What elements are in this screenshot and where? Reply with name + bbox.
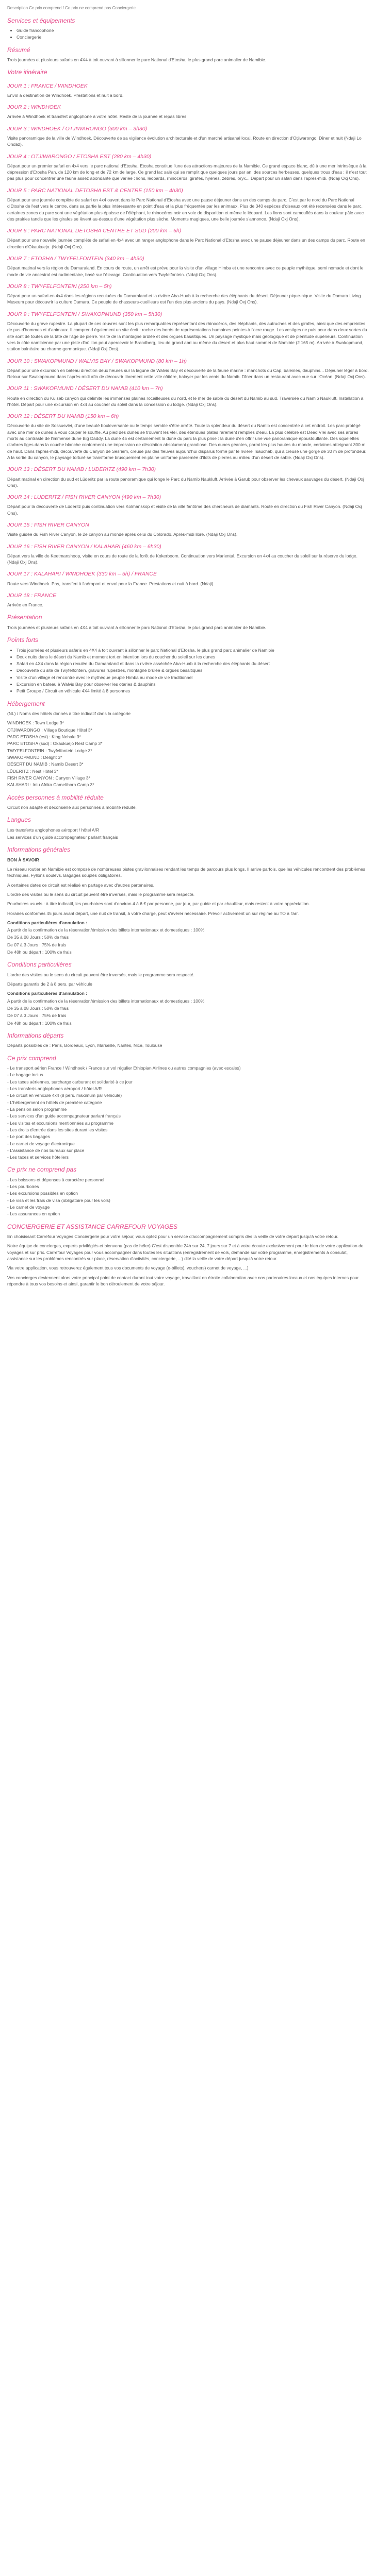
- hebergement-item: DÉSERT DU NAMIB : Namib Desert 3*: [7, 761, 84, 767]
- day-text: Route vers Windhoek. Pas, transfert à l'aéroport et envol pour la France. Prestations et nuit à bord. (Ndaji).: [7, 581, 215, 586]
- services-item: • Guide francophone: [17, 27, 369, 33]
- day-title: JOUR 4 : OTJIWARONGO / ETOSHA EST (280 km – 4h30): [7, 153, 152, 160]
- hebergement-intro: (NL) / Noms des hôtels donnés à titre indicatif dans la catégorie: [7, 711, 131, 717]
- day-title: JOUR 17 : KALAHARI / WINDHOEK (330 km – 5h) / FRANCE: [7, 571, 157, 578]
- ce-prix-ne-comprend-pas-list: [7, 1177, 369, 1217]
- day-title: JOUR 9 : TWYFELFONTEIN / SWAKOPMUND (350 km – 5h30): [7, 311, 162, 317]
- infos-generales-conditions-title: Conditions particulières d'annulation :: [7, 920, 88, 925]
- services-list: [7, 27, 369, 41]
- day-text: Envol à destination de Windhoek. Prestations et nuit à bord.: [7, 92, 124, 98]
- day-title: JOUR 18 : FRANCE: [7, 592, 57, 599]
- presentation-title: Présentation: [7, 614, 42, 621]
- ce-prix-comprend-item: - Le carnet de voyage électronique: [7, 1141, 75, 1146]
- itinerary-title: Votre itinéraire: [7, 69, 47, 76]
- day-text: Arrivée en France.: [7, 602, 43, 608]
- day-text: Départ pour une excursion en bateau direction deux heures sur la lagune de Walvis Bay et découverte de la faune marine : manchots du Cap, baleines, dauphins... Déjeuner léger à bord. Retour sur Swakopmund dans l'après-midi afin de découvrir librement cette ville côtière, balayer par les vents du Namib. Dîner dans un restaurant avec vue sur l'Océan. (Ndaji Oxj Ons).: [7, 367, 369, 380]
- langues-line: Les transferts anglophones aéroport / hôtel A/R: [7, 827, 100, 833]
- hebergement-item: LÜDERITZ : Nest Hôtel 3*: [7, 768, 58, 774]
- infos-generales-condition: A partir de la confirmation de la réservation/émission des billets internationaux et domestiques : 100%: [7, 927, 205, 933]
- hebergement-item: TWYFELFONTEIN : Twyfelfontein Lodge 3*: [7, 748, 92, 753]
- day-title: JOUR 13 : DÉSERT DU NAMIB / LUDERITZ (490 km – 7h30): [7, 466, 156, 473]
- infos-generales-condition: De 07 à 3 Jours : 75% de frais: [7, 942, 67, 947]
- presentation-text: Trois journées et plusieurs safaris en 4X4 à toit ouvrant à sillonner le parc National d'Etosha, le plus grand parc animalier de Namibie.: [7, 624, 267, 630]
- day-text: Départ pour la découverte de Lüderitz puis continuation vers Kolmanskop et visite de la ville fantôme des chercheurs de diamants. Route en direction du Fish River Canyon. (Ndaji Oxj Ons).: [7, 504, 362, 516]
- day-text: Découverte du grave rupestre. La plupart de ces œuvres sont les plus remarquables représentant des rhinocéros, des éléphants, des autruches et des girafes, ainsi que des empreintes de pas d'hommes et d'animaux. Il comprend également un site écrit : roche des bords de représentations humaines peintes à l'ocre rouge. Les vestiges ne puis pour dans deux sortes du site sont dé toutes de la tâte de l'âge de pierre. Visite de la montagne brûlée et des orgues basaltiques. Un paysage mystique mais géologique et de plénitude supérieurs. Continuation vers la côte namibienne par une piste d'où l'on peut apercevoir le Brandberg, lieu de grand abri au même du désert et plus haut sommet de Namibie (2 165 m). Arrivée à Swakopmund, station balnéaire au charme germanique. (Ndaji Oxj Ons).: [7, 320, 367, 352]
- ce-prix-ne-comprend-pas-title: Ce prix ne comprend pas: [7, 1166, 77, 1174]
- infos-generales-paragraph: Horaires conformés 45 jours avant départ, une nuit de transit, à votre charge, peut s'avérer nécessaire. Prévoir activement un sur régime au TO à l'arr.: [7, 910, 299, 916]
- day-text: Départ pour un safari en 4x4 dans les régions reculuées du Damaraland et la rivière Aba-Huab à la recherche des éléphants du désert. Déjeuner pique-nique. Visite du Damara Living Museum pour découvrir la culture Damara. Ce peuple de chasseurs-cueilleurs est l'un des plus anciens du pays. (Ndaji Oxj Ons).: [7, 293, 361, 305]
- day-title: JOUR 15 : FISH RIVER CANYON: [7, 522, 89, 529]
- infos-generales-paragraph: Le réseau routier en Namibie est composé de nombreuses pistes gravilonnaises rendant les temps de parcours plus longs. Il arrive parfois, que les véhicules rencontrent des problèmes techniques. Fyllons soulevs. Bagages souplés obligatoires.: [7, 866, 366, 878]
- acces-text: Circuit non adapté et déconseillé aux personnes à mobilité réduite.: [7, 804, 137, 810]
- day-title: JOUR 6 : PARC NATIONAL DETOSHA CENTRE ET SUD (200 km – 6h): [7, 228, 182, 234]
- infos-departs-text: Départs possibles de : Paris, Bordeaux, Lyon, Marseille, Nantes, Nice, Toulouse: [7, 1043, 162, 1048]
- infos-generales-condition: De 48h ou départ : 100% de frais: [7, 950, 72, 955]
- hebergement-item: PARC ETOSHA (est) : King Nehale 3*: [7, 734, 81, 740]
- day-title: JOUR 3 : WINDHOEK / OTJIWARONGO (300 km – 3h30): [7, 125, 148, 132]
- day-title: JOUR 5 : PARC NATIONAL DETOSHA EST & CENTRE (150 km – 4h30): [7, 187, 183, 194]
- infos-generales-title: Informations générales: [7, 846, 71, 854]
- resume-text: Trois journées et plusieurs safaris en 4X4 à toit ouvrant à sillonner le parc National d'Etosha, le plus grand parc animalier de Namibie.: [7, 57, 267, 62]
- day-title: JOUR 7 : ETOSHA / TWYFELFONTEIN (340 km – 4h30): [7, 256, 144, 262]
- services-item: • Conciergerie: [17, 34, 369, 40]
- hebergement-item: KALAHARI : Intu Afrika Camelthorn Camp 3*: [7, 782, 94, 788]
- infos-generales-paragraph: L'ordre des visites ou le sens du circuit peuvent être inversés, mais le programme sera respecté.: [7, 891, 195, 897]
- hebergement-item: SWAKOPMUND : Delight 3*: [7, 755, 62, 760]
- day-title: JOUR 10 : SWAKOPMUND / WALVIS BAY / SWAKOPMUND (80 km – 1h): [7, 358, 187, 364]
- points-forts-item: • Deux nuits dans le désert du Namib et moment tort en intention lors du coucher du soleil sur les dunes: [17, 654, 369, 660]
- conditions-particulieres-condition: De 07 à 3 Jours : 75% de frais: [7, 1013, 67, 1019]
- day-title: JOUR 2 : WINDHOEK: [7, 104, 61, 111]
- day-title: JOUR 11 : SWAKOPMUND / DÉSERT DU NAMIB (410 km – 7h): [7, 385, 163, 392]
- conciergerie-paragraph: Via votre application, vous retrouverez également tous vos documents de voyage (e-billets), vouchers) carnet de voyage, ...): [7, 1265, 249, 1271]
- hebergement-item: FISH RIVER CANYON : Canyon Village 3*: [7, 775, 90, 781]
- day-text: Départ matinal vers la région du Damaraland. En cours de route, un arrêt est prévu pour la visite d'un village Himba et une rencontre avec ce peuple mythéque, semi nomade et dont le mode de vie ancestral est rudimentaire, basé sur l'élevage. Continuation vers Twyfelfontein. (Ndaji Oxj Ons).: [7, 265, 364, 277]
- points-forts-item: • Excursion en bateau à Walvis Bay pour observer les otaries & dauphins: [17, 681, 369, 687]
- ce-prix-comprend-title: Ce prix comprend: [7, 1054, 56, 1062]
- services-title: Services et équipements: [7, 16, 75, 24]
- ce-prix-comprend-item: - Les services d'un guide accompagnateur parlant français: [7, 1113, 121, 1119]
- ce-prix-comprend-item: - Le port des bagages: [7, 1134, 50, 1140]
- day-text: Découverte du site de Sossusvlei, d'une beauté bouleversante ou le temps semble s'être arrêté. Toute la splendeur du désert du Namib est concentrée à cet endroit. Les parc protégé avec une mer de dunes à vous couper le souffle. Au pied des dunes se trouvent les vlei, des étendues plates rarement remplies d'eau. La plus célèbre est Dead Vlei avec ses arbres morts au contraste de l'immense dune Big Daddy. La dune 45 est certainement la dune du parc la plus prise : la dune d'en offrir une vue panoramique époustouflante. Des squelettes d'arbres figes dans la couche blanche conforment une impression de désolation absolument grandiose. Des dunes géantes, parmi les plus hautes du monde, certaines atteignant 300 m de haut. Dans l'après-midi, découverte du Canyon de Sesriem, creusé par des fleuves aujourd'hui disparus formé par le rivière Tsauchab, qui a creusé une gorge de 30 m de profondeur. A la sortie du canyon, le paysage torturé se transforme brusquement en plaine uniforme parsemée d'îlots de pierres au milieu d'un désert de sable. (Ndaji Oxj Ons).: [7, 423, 367, 461]
- langues-line: Les services d'un guide accompagnateur parlant français: [7, 834, 118, 840]
- infos-generales-condition: De 35 à 08 Jours : 50% de frais: [7, 935, 69, 940]
- day-text: Départ pour un premier safari en 4x4 vers le parc national d'Etosha. Etosha constitue l'une des attractions majeures de la Namibie. Ce grand espace blanc, dû à une mer intrinsèque à la dépression d'Etosha Pan, de 120 km de long et de 72 km de large. Ce grand lac salé qui se remplit que quelques jours par an, des sources herbeuses, quelques trous d'eau : il n'est tout pas plus pour concentrer une faune assez abondante que variée : lions, léopards, rhinocéros, girafes, hyènes, zèbres, oryx... Départ pour un safari dans l'après-midi. (Ndaji Oxj Ons).: [7, 163, 367, 181]
- ce-prix-ne-comprend-pas-item: - Les boissons et dépenses à caractère personnel: [7, 1177, 105, 1182]
- infos-generales-subtitle: BON À SAVOIR: [7, 857, 39, 862]
- day-title: JOUR 16 : FISH RIVER CANYON / KALAHARI (460 km – 6h30): [7, 543, 161, 550]
- ce-prix-ne-comprend-pas-item: - Les pourboires: [7, 1184, 39, 1190]
- conditions-particulieres-paragraph: L'ordre des visites ou le sens du circuit peuvent être inversés, mais le programme sera respecté.: [7, 972, 195, 977]
- conditions-particulieres-title: Conditions particulières: [7, 961, 72, 969]
- infos-generales-paragraph: Pourboires usuels : à titre indicatif, les pourboires sont d'environ 4 à 6 € par personne, par jour, par guide et par chauffeur, mais restent à votre appréciation.: [7, 901, 310, 907]
- hebergement-item: PARC ETOSHA (sud) : Okaukuejo Rest Camp 3*: [7, 741, 103, 747]
- itinerary-days: [7, 82, 369, 608]
- day-title: JOUR 14 : LUDERITZ / FISH RIVER CANYON (490 km – 7h30): [7, 494, 161, 501]
- conditions-particulieres-cancel-title: Conditions particulières d'annulation :: [7, 991, 88, 996]
- day-title: JOUR 12 : DÉSERT DU NAMIB (150 km – 6h): [7, 413, 119, 420]
- breadcrumb[interactable]: [7, 5, 369, 11]
- day-text: Départ vers la ville de Keetmanshoop, visite en cours de route de la forêt de Kokerboom. Continuation vers Mariental. Excursion en 4x4 au coucher du soleil sur la réserve du lodge. (Ndaji Oxj Ons).: [7, 553, 357, 565]
- ce-prix-ne-comprend-pas-item: - Le carnet de voyage: [7, 1205, 50, 1210]
- points-forts-title: Points forts: [7, 636, 39, 644]
- day-title: JOUR 8 : TWYFELFONTEIN (250 km – 5h): [7, 283, 112, 290]
- day-text: Départ matinal en direction du sud et Lüderitz par la route panoramique qui longe le Parc du Namib Naukluft. Arrivée à Garub pour observer les chevaux sauvages du désert. (Ndaji Oxj Ons).: [7, 476, 364, 488]
- ce-prix-comprend-item: - Les transferts anglophones aéroport / hôtel A/R: [7, 1086, 102, 1092]
- day-text: Visite panoramique de la ville de Windhoek. Découverte de sa vigilance évolution architecturale et d'un marché artisanal local. Route en direction d'Otjiwarongo. Dîner et nuit (Ndaji Lo Ondaz).: [7, 135, 362, 147]
- day-text: Arrivée à Windhoek et transfert anglophone à votre hôtel. Reste de la journée et repas libres.: [7, 114, 188, 120]
- conditions-particulieres-paragraph: Départs garantis de 2 à 8 pers. par véhicule: [7, 981, 92, 987]
- ce-prix-ne-comprend-pas-item: - Le visa et les frais de visa (obligatoire pour les vols): [7, 1197, 110, 1203]
- conciergerie-paragraph: En choisissant Carrefour Voyages Conciergerie pour votre séjour, vous optez pour un service d'accompagnement compris dès la veille de votre départ jusqu'à votre retour.: [7, 1234, 339, 1240]
- conditions-particulieres-condition: A partir de la confirmation de la réservation/émission des billets internationaux et domestiques : 100%: [7, 998, 205, 1004]
- page: [0, 0, 377, 1302]
- ce-prix-comprend-item: - L'hébergement en hôtels de première catégorie: [7, 1099, 102, 1105]
- day-title: JOUR 1 : FRANCE / WINDHOEK: [7, 82, 88, 89]
- conditions-particulieres-condition: De 35 à 08 Jours : 50% de frais: [7, 1006, 69, 1011]
- ce-prix-ne-comprend-pas-item: - Les excursions possibles en option: [7, 1191, 78, 1196]
- hebergement-title: Hébergement: [7, 700, 45, 707]
- hebergement-list: [7, 720, 369, 788]
- breadcrumb-links[interactable]: Description Ce prix comprend / Ce prix ne comprend pas Conciergerie: [7, 6, 136, 10]
- resume-title: Résumé: [7, 46, 30, 54]
- day-text: Départ pour une journée complète de safari en 4x4 ouvert dans le Parc National d'Etosha avec une pause déjeuner dans un des camps du parc. C'est par le nord du Parc National d'Etosha de l'est vers le centre, dans sa partie la plus intéressante en point d'eau et la plus fréquentée par les animaux. Plus de 340 espèces d'oiseaux ont été recensées dans le parc, certaines zones du parc sont une végétation plus épaisse de l'éléphant, le rhinocéros noir en voie de disparition et même le léopard. Les lions sont camouflés dans la couleur pâle avec des prairies tandis que les girafes se lèvent au-dessus d'une végétation plus sèche. Moments magiques, une belle journée s'annonce. (Ndaji Oxj Ons).: [7, 197, 364, 222]
- points-forts-item: • Découverte du site de Twyfelfontein, gravures rupestres, montagne brûlée & orgues basaltiques: [17, 667, 369, 673]
- langues-title: Langues: [7, 816, 31, 824]
- hebergement-item: OTJIWARONGO : Village Boutique Hôtel 3*: [7, 727, 92, 733]
- day-text: Route en direction du Kuiseb canyon qui délimite les immenses plaines rocailleuses du nord, et le mer de sable du désert du Namib au sud. Traversée du Namib Naukluft. Installation à l'hôtel. Départ pour une excursion en 4x4 au coucher du soleil dans la concession du lodge. (Ndaji Oxj Ons).: [7, 395, 364, 407]
- ce-prix-comprend-list: [7, 1065, 369, 1160]
- ce-prix-comprend-item: - Le bagage inclus: [7, 1072, 43, 1078]
- conciergerie-title: CONCIERGERIE ET ASSISTANCE CARREFOUR VOYAGES: [7, 1223, 178, 1230]
- infos-departs-title: Informations départs: [7, 1032, 64, 1039]
- conciergerie-paragraph: Vos concierges deviennent alors votre principal point de contact durant tout votre voyage, travaillant en étroite collaboration avec nos partenaires locaux et nos équipes internes pour répondre à tous vos besoins et ainsi, garantir le bon déroulement de votre séjour.: [7, 1275, 359, 1286]
- ce-prix-comprend-item: - Le transport aérien France / Windhoek / France sur vol régulier Ethiopian Airlines ou autres compagnies (avec escales): [7, 1065, 241, 1071]
- conditions-particulieres-condition: De 48h ou départ : 100% de frais: [7, 1020, 72, 1026]
- hebergement-item: WINDHOEK : Town Lodge 3*: [7, 720, 64, 726]
- points-forts-item: • Safari en 4X4 dans la région reculée du Damaraland et dans la rivière asséchée Aba-Huab à la recherche des éléphants du désert: [17, 660, 369, 667]
- points-forts-list: [7, 647, 369, 694]
- infos-generales-paragraph: A certaines dates ce circuit est réalisé en partage avec d'autres partenaires.: [7, 882, 155, 888]
- ce-prix-comprend-item: - Le circuit en véhicule 4x4 (8 pers. maximum par véhicule): [7, 1093, 122, 1098]
- points-forts-item: • Petit Groupe / Circuit en véhicule 4X4 limité à 8 personnes: [17, 688, 369, 694]
- acces-title: Accès personnes à mobilité réduite: [7, 793, 104, 801]
- ce-prix-comprend-item: - Les taxes et services hôteliers: [7, 1155, 69, 1160]
- ce-prix-comprend-item: - Les taxes aériennes, surcharge carburant et solidarité à ce jour: [7, 1079, 133, 1084]
- ce-prix-comprend-item: - L'assistance de nos bureaux sur place: [7, 1147, 85, 1153]
- ce-prix-ne-comprend-pas-item: - Les assurances en option: [7, 1211, 60, 1217]
- ce-prix-comprend-item: - Les droits d'entrée dans les sites durant les visites: [7, 1127, 108, 1132]
- day-text: Départ pour une nouvelle journée complète de safari en 4x4 avec un ranger anglophone dans le Parc National d'Etosha avec une pause déjeuner dans un des camps du parc. Route en direction d'Okaukuejo. (Ndaji Oxj Ons).: [7, 238, 365, 249]
- ce-prix-comprend-item: - La pension selon programme: [7, 1106, 67, 1112]
- points-forts-item: • Trois journées et plusieurs safaris en 4X4 à toit ouvrant à sillonner le parc National d'Etosha, le plus grand parc animalier de Namibie: [17, 647, 369, 653]
- day-text: Visite guidée du Fish River Canyon, le 2e canyon au monde après celui du Colorado. Après-midi libre. (Ndaji Oxj Ons).: [7, 532, 238, 537]
- conciergerie-paragraph: Notre équipe de concierges, experts privilégiés et bienvenu (pas de héler) C'est disponible 24h sur 24, 7 jours sur 7 et à votre écoute exclusivement pour le bien de votre application de voyages et sur prix. Carrefour Voyages pour vous accompagner dans toutes les situations (enregistrement de vols, demande sur votre programme, enregistrements à consulat, assistance sur les problèmes rencontrés sur place, réservation d'activités, conciergerie, ...) dité la veille de votre départ jusqu'à votre retour.: [7, 1243, 364, 1262]
- ce-prix-comprend-item: - Les visites et excursions mentionnées au programme: [7, 1120, 113, 1126]
- points-forts-item: • Visite d'un village et rencontre avec le mythéque peuple Himba au mode de vie traditionnel: [17, 674, 369, 681]
